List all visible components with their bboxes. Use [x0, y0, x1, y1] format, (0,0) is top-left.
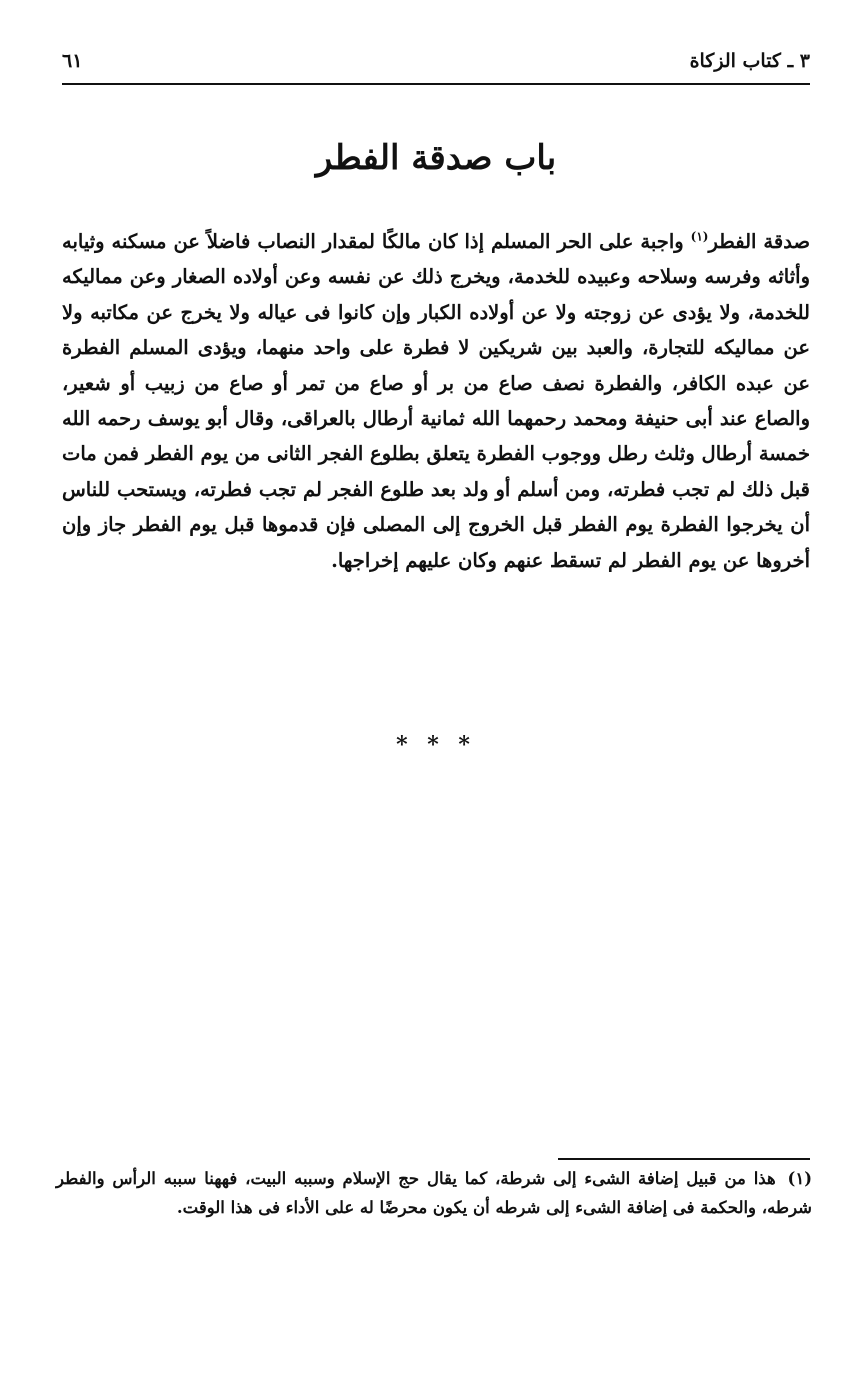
- section-ornament: * * *: [396, 732, 476, 758]
- chapter-title: باب صدقة الفطر: [315, 138, 557, 178]
- footnote-reference[interactable]: (١): [690, 229, 709, 244]
- footnote: [56, 1164, 812, 1222]
- footnote-text: هذا من قبيل إضافة الشىء إلى شرطة، كما يقال حج الإسلام وسببه البيت، فههنا سببه الرأس والفطر شرطه، والحكمة فى إضافة الشىء إلى شرطه أن يكون محرضًا له على الأداء فى هذا الوقت.: [56, 1169, 812, 1217]
- footnote-number: (١): [787, 1169, 812, 1188]
- page-number: ٦١: [62, 50, 83, 72]
- header-rule: [62, 83, 810, 85]
- body-lead: صدقة الفطر: [708, 230, 810, 253]
- running-header: [62, 44, 810, 78]
- footnote-rule: [558, 1158, 810, 1160]
- running-header-chapter: ٣ ـ كتاب الزكاة: [689, 50, 810, 72]
- body-paragraph: [62, 224, 810, 578]
- body-text: واجبة على الحر المسلم إذا كان مالكًا لمقدار النصاب فاضلاً عن مسكنه وثيابه وأثاثه وفرسه وسلاحه وعبيده للخدمة، ويخرج ذلك عن نفسه وعن أولاده الصغار وعن مماليكه للخدمة، ولا يؤدى عن زوجته ولا عن أولاده الكبار وإن كانوا فى عياله ولا يخرج عن مكاتبه ولا عن مماليكه للتجارة، والعبد بين شريكين لا فطرة على واحد منهما، ويؤدى المسلم الفطرة عن عبده الكافر، والفطرة نصف صاع من بر أو صاع من تمر أو صاع من زبيب أو شعير، والصاع عند أبى حنيفة ومحمد رحمهما الله ثمانية أرطال بالعراقى، وقال أبو يوسف رحمه الله خمسة أرطال وثلث رطل ووجوب الفطرة يتعلق بطلوع الفجر الثانى من يوم الفطر فمن مات قبل ذلك لم تجب فطرته، ومن أسلم أو ولد بعد طلوع الفجر لم تجب فطرته، ويستحب للناس أن يخرجوا الفطرة يوم الفطر قبل الخروج إلى المصلى فإن قدموها قبل يوم الفطر جاز وإن أخروها عن يوم الفطر لم تسقط عنهم وكان عليهم إخراجها.: [62, 230, 810, 572]
